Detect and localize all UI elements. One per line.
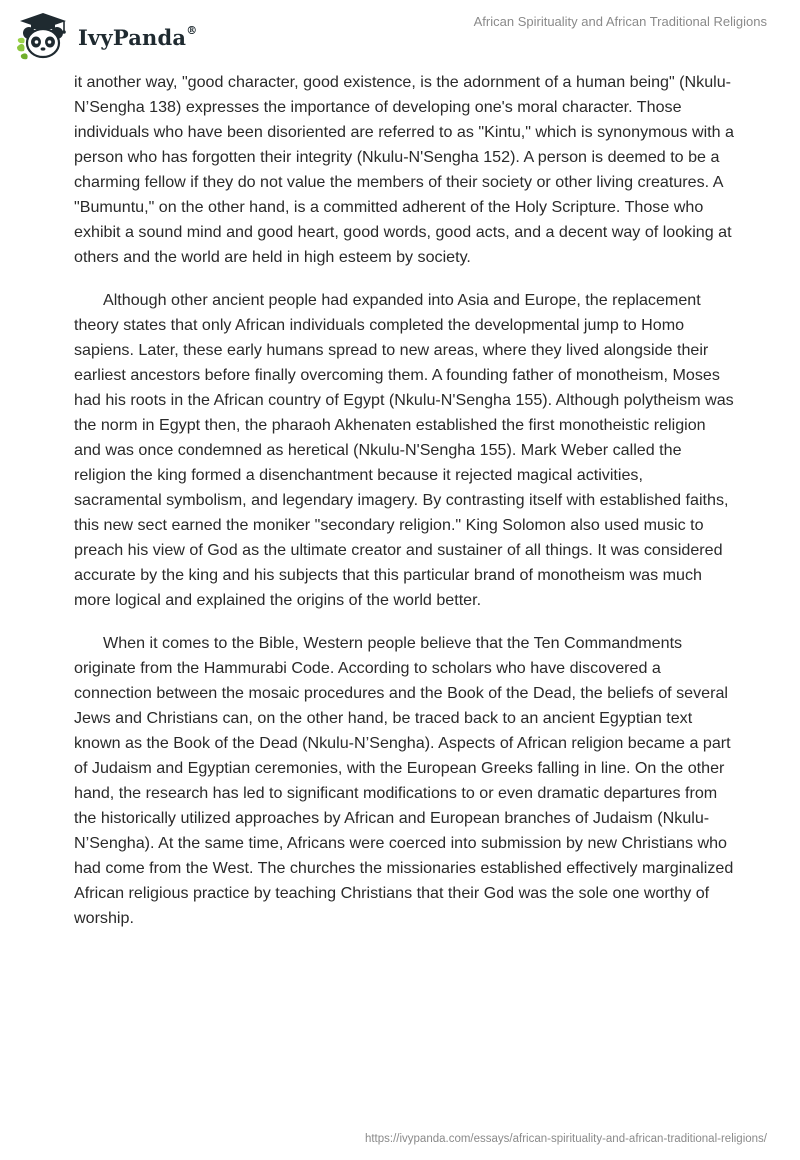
panda-graduate-icon — [14, 11, 72, 61]
registered-mark: ® — [186, 23, 198, 37]
page-header — [0, 0, 800, 70]
essay-body — [74, 70, 734, 949]
paragraph-1: it another way, "good character, good existence, is the adornment of a human being" (Nkulu-N’Sengha 138) expresses the importance of developing one's moral character. Those individuals who have been disoriented are referred to as "Kintu," which is synonymous with a person who has forgotten their integrity (Nkulu-N'Sengha 152). A person is deemed to be a charming fellow if they do not value the members of their society or other living creatures. A "Bumuntu," on the other hand, is a committed adherent of the Holy Scripture. Those who exhibit a sound mind and good heart, good words, good acts, and a decent way of looking at others and the world are held in high esteem by society. — [74, 73, 735, 266]
paragraph-2: Although other ancient people had expanded into Asia and Europe, the replacement theory states that only African individuals completed the developmental jump to Homo sapiens. Later, these early humans spread to new areas, where they lived alongside their earliest ancestors before finally overcoming them. A founding father of monotheism, Moses had his roots in the African country of Egypt (Nkulu-N'Sengha 155). Although polytheism was the norm in Egypt then, the pharaoh Akhenaten established the first monotheistic religion and was once condemned as heretical (Nkulu-N'Sengha 155). Mark Weber called the religion the king formed a disenchantment because it rejected magical activities, sacramental symbolism, and legendary imagery. By contrasting itself with established faiths, this new sect earned the moniker "secondary religion." King Solomon also used music to preach his view of God as the ultimate creator and sustainer of all things. It was considered accurate by the king and his subjects that this particular brand of monotheism was much more logical and explained the origins of the world better. — [74, 291, 734, 609]
document-title: African Spirituality and African Traditional Religions — [473, 14, 767, 29]
source-url[interactable]: https://ivypanda.com/essays/african-spirituality-and-african-traditional-religions/ — [364, 1133, 767, 1145]
ivypanda-logo[interactable] — [14, 11, 197, 61]
brand-name: IvyPanda® — [78, 23, 198, 50]
paragraph-3: When it comes to the Bible, Western people believe that the Ten Commandments originate from the Hammurabi Code. According to scholars who have discovered a connection between the mosaic procedures and the Book of the Dead, the beliefs of several Jews and Christians can, on the other hand, be traced back to an ancient Egyptian text known as the Book of the Dead (Nkulu-N’Sengha). Aspects of African religion became a part of Judaism and Egyptian ceremonies, with the European Greeks falling in line. On the other hand, the research has led to significant modifications to or even dramatic departures from the historically utilized approaches by African and European branches of Judaism (Nkulu-N’Sengha). At the same time, Africans were coerced into submission by new Christians who had come from the West. The churches the missionaries established effectively marginalized African religious practice by teaching Christians that their God was the sole one worthy of worship. — [74, 634, 734, 927]
